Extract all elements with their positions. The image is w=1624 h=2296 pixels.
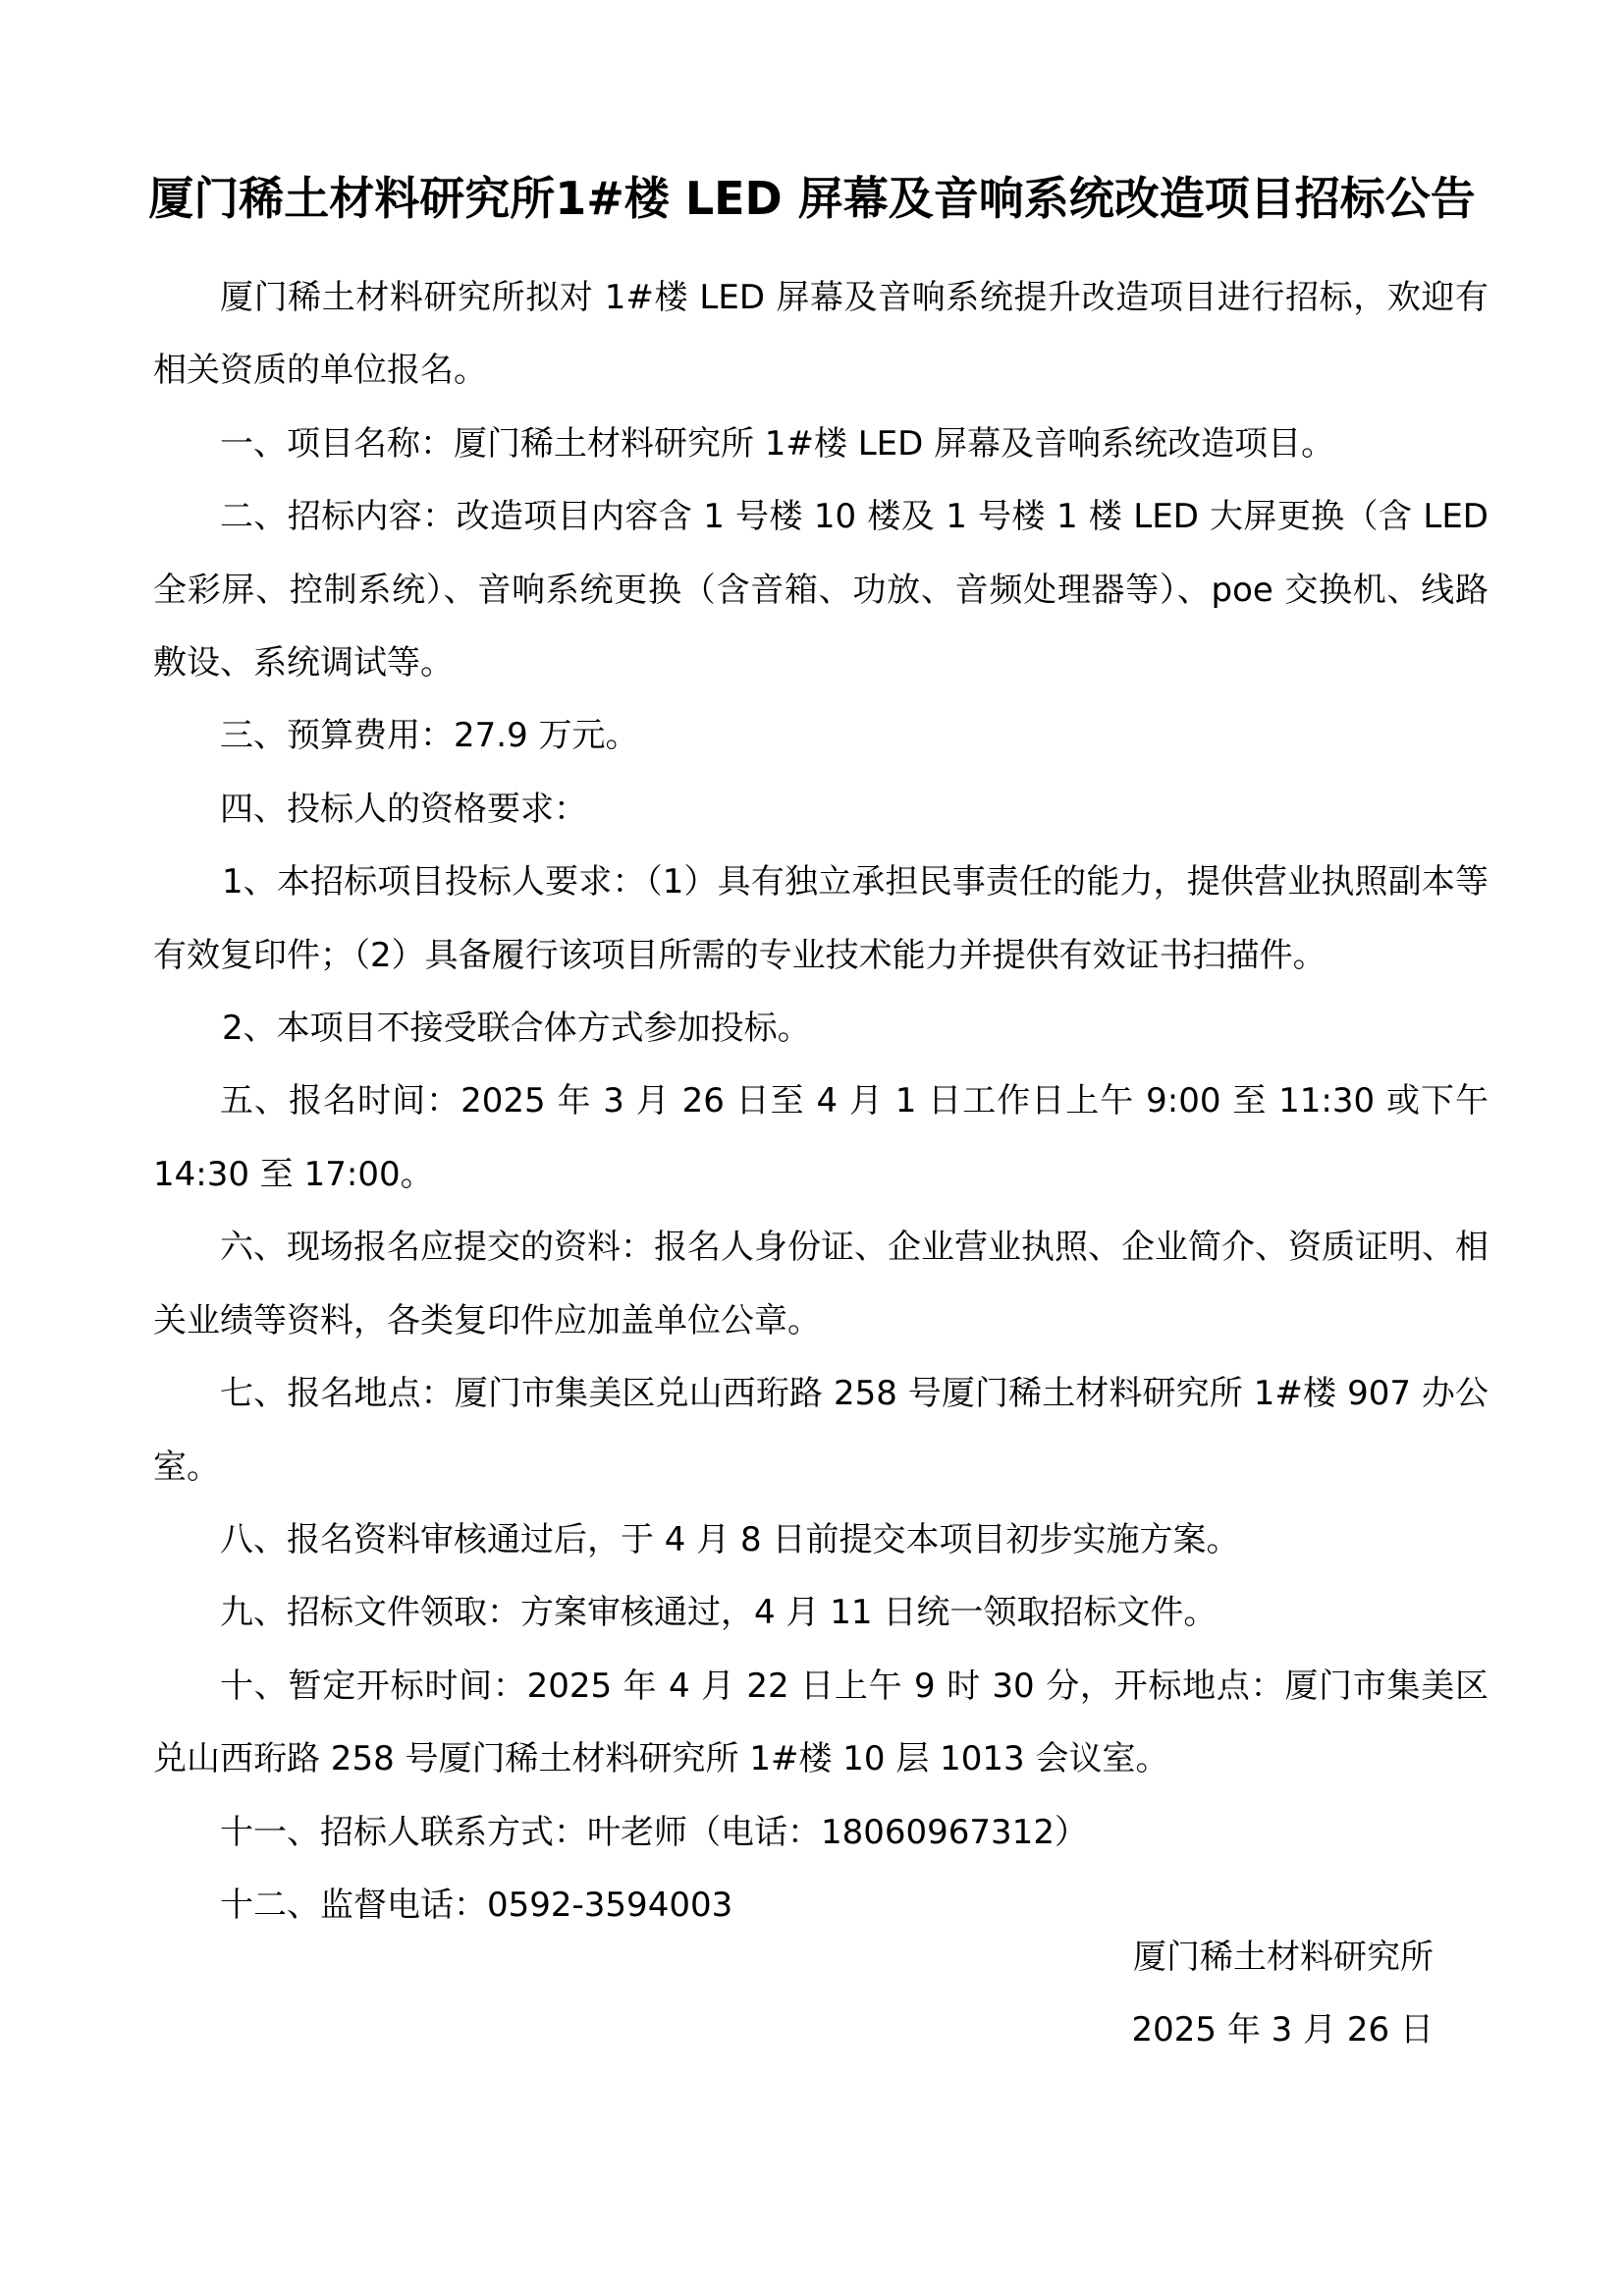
document-body (153, 261, 1489, 1941)
section-document-collection: 九、招标文件领取：方案审核通过，4 月 11 日统一领取招标文件。 (220, 1593, 1218, 1633)
document-title: 厦门稀土材料研究所1#楼 LED 屏幕及音响系统改造项目招标公告 (148, 172, 1476, 225)
qualification-item-2: 2、本项目不接受联合体方式参加投标。 (222, 1009, 811, 1049)
qualification-item-1: 1、本招标项目投标人要求：（1）具有独立承担民事责任的能力，提供营业执照副本等有效复印件；（2）具备履行该项目所需的专业技术能力并提供有效证书扫描件。 (153, 862, 1489, 975)
signature-date: 2025 年 3 月 26 日 (1131, 2010, 1434, 2050)
signature-block (982, 1921, 1434, 2067)
section-budget: 三、预算费用：27.9 万元。 (220, 716, 639, 756)
section-bid-content: 二、招标内容：改造项目内容含 1 号楼 10 楼及 1 号楼 1 楼 LED 大屏更换（含 LED 全彩屏、控制系统）、音响系统更换（含音箱、功放、音频处理器等）、poe 交换机、线路敷设、系统调试等。 (153, 497, 1489, 683)
intro-paragraph: 厦门稀土材料研究所拟对 1#楼 LED 屏幕及音响系统提升改造项目进行招标，欢迎有相关资质的单位报名。 (153, 278, 1489, 391)
section-bid-opening: 十、暂定开标时间：2025 年 4 月 22 日上午 9 时 30 分，开标地点：厦门市集美区兑山西珩路 258 号厦门稀土材料研究所 1#楼 10 层 1013 会议室。 (153, 1666, 1489, 1779)
signature-org: 厦门稀土材料研究所 (1133, 1938, 1434, 1977)
section-registration-location: 七、报名地点：厦门市集美区兑山西珩路 258 号厦门稀土材料研究所 1#楼 907 办公室。 (153, 1374, 1489, 1487)
section-supervision-phone: 十二、监督电话：0592-3594003 (220, 1885, 733, 1925)
section-plan-submission: 八、报名资料审核通过后，于 4 月 8 日前提交本项目初步实施方案。 (220, 1519, 1240, 1559)
section-required-materials: 六、现场报名应提交的资料：报名人身份证、企业营业执照、企业简介、资质证明、相关业绩等资料，各类复印件应加盖单位公章。 (153, 1228, 1489, 1340)
section-qualification-heading: 四、投标人的资格要求： (220, 789, 587, 829)
section-contact: 十一、招标人联系方式：叶老师（电话：18060967312） (220, 1812, 1088, 1852)
section-project-name: 一、项目名称：厦门稀土材料研究所 1#楼 LED 屏幕及音响系统改造项目。 (220, 423, 1335, 464)
section-registration-time: 五、报名时间：2025 年 3 月 26 日至 4 月 1 日工作日上午 9:00 至 11:30 或下午 14:30 至 17:00。 (153, 1081, 1489, 1194)
